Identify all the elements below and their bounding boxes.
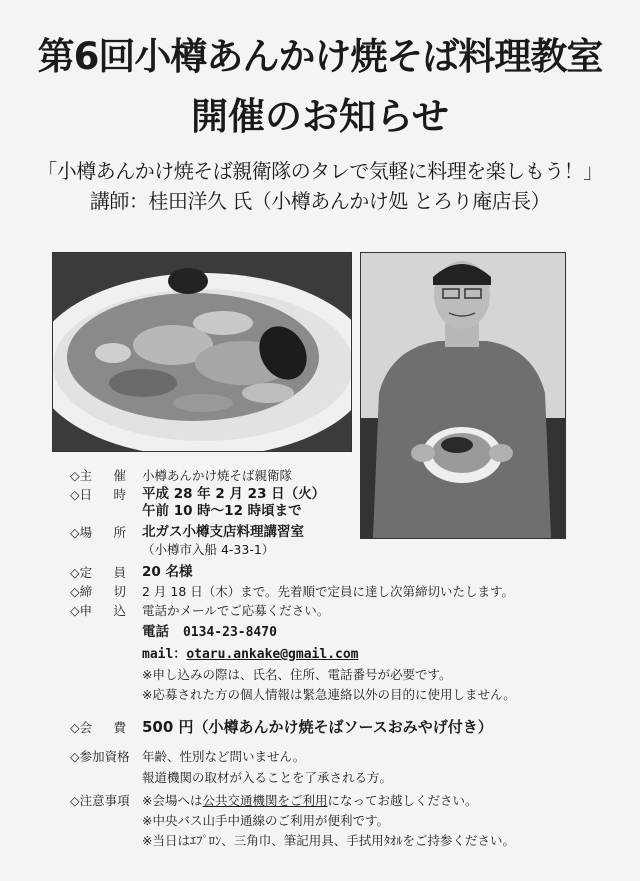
lecturer-line: 講師：桂田洋久 氏（小樽あんかけ処 とろり庵店長） [89,189,551,213]
slogan: 「小樽あんかけ焼そば親衛隊のタレで気軽に料理を楽しもう！」 [37,159,603,183]
fee-row [70,719,630,736]
apply-note-2: ※応募された方の個人情報は緊急連絡以外の目的に使用しません。 [142,687,516,702]
email-link[interactable]: otaru.ankake@gmail.com [186,647,359,662]
notes-row [70,792,630,849]
notes-line-3: ※当日はｴﾌﾟﾛﾝ、三角巾、筆記用具、手拭用ﾀｵﾙをご持参ください。 [142,833,515,848]
page-title: 第6回小樽あんかけ焼そば料理教室 [37,35,603,78]
organizer-value: 小樽あんかけ焼そば親衛隊 [142,468,293,483]
organizer-label-a: ◇主 [70,468,93,483]
page-subtitle: 開催のお知らせ [191,95,449,138]
fee-label-a: ◇会 [70,720,93,735]
time-value: 午前 10 時～12 時頃まで [142,503,302,519]
notes-line-1 [142,792,630,809]
notes-line-1-b: になってお越しください。 [327,793,478,808]
deadline-label-b: 切 [113,584,126,599]
venue-name: 北ガス小樽支店料理講習室 [142,524,304,540]
notes-line-2: ※中央バス山手中通線のご利用が便利です。 [142,813,389,828]
venue-label-b: 所 [113,525,126,540]
fee-label-b: 費 [113,720,126,735]
eligibility-line-2: 報道機関の取材が入ることを了承される方。 [142,770,393,785]
deadline-row [70,583,630,600]
fee-value: 500 円（小樽あんかけ焼そばソースおみやげ付き） [142,718,493,736]
date-label-a: ◇日 [70,487,93,502]
apply-row [70,602,630,703]
deadline-value: 2 月 18 日（木）まで。先着順で定員に達し次第締切いたします。 [142,584,515,599]
mail-label: mail： [142,647,187,662]
eligibility-label: ◇参加資格 [70,749,130,764]
phone-line [142,623,630,641]
apply-note-1: ※申し込みの際は、氏名、住所、電話番号が必要です。 [142,667,452,682]
phone-number: 0134-23-8470 [182,625,277,640]
venue-address: （小樽市入船 4-33-1） [142,542,275,557]
organizer-label-b: 催 [113,468,126,483]
venue-label-a: ◇場 [70,525,93,540]
capacity-row [70,564,630,581]
event-details [70,467,630,849]
apply-label-a: ◇申 [70,603,93,618]
capacity-label-b: 員 [113,565,126,580]
date-row [70,486,630,520]
organizer-row [70,467,630,484]
notes-label: ◇注意事項 [70,793,130,808]
date-value: 平成 28 年 2 月 23 日（火） [142,486,326,502]
apply-label-b: 込 [113,603,126,618]
notes-line-1-a: ※会場へは [142,793,203,808]
dish-photo [52,252,352,452]
date-label-b: 時 [113,487,126,502]
capacity-value: 20 名様 [142,564,193,580]
eligibility-line-1: 年齢、性別など問いません。 [142,749,306,764]
apply-method: 電話かメールでご応募ください。 [142,603,330,618]
mail-line [142,645,630,663]
deadline-label-a: ◇締 [70,584,93,599]
notes-line-1-underlined: 公共交通機関をご利用 [202,793,328,808]
capacity-label-a: ◇定 [70,565,93,580]
venue-row [70,524,630,558]
phone-label: 電話 [142,624,169,640]
eligibility-row [70,748,630,786]
